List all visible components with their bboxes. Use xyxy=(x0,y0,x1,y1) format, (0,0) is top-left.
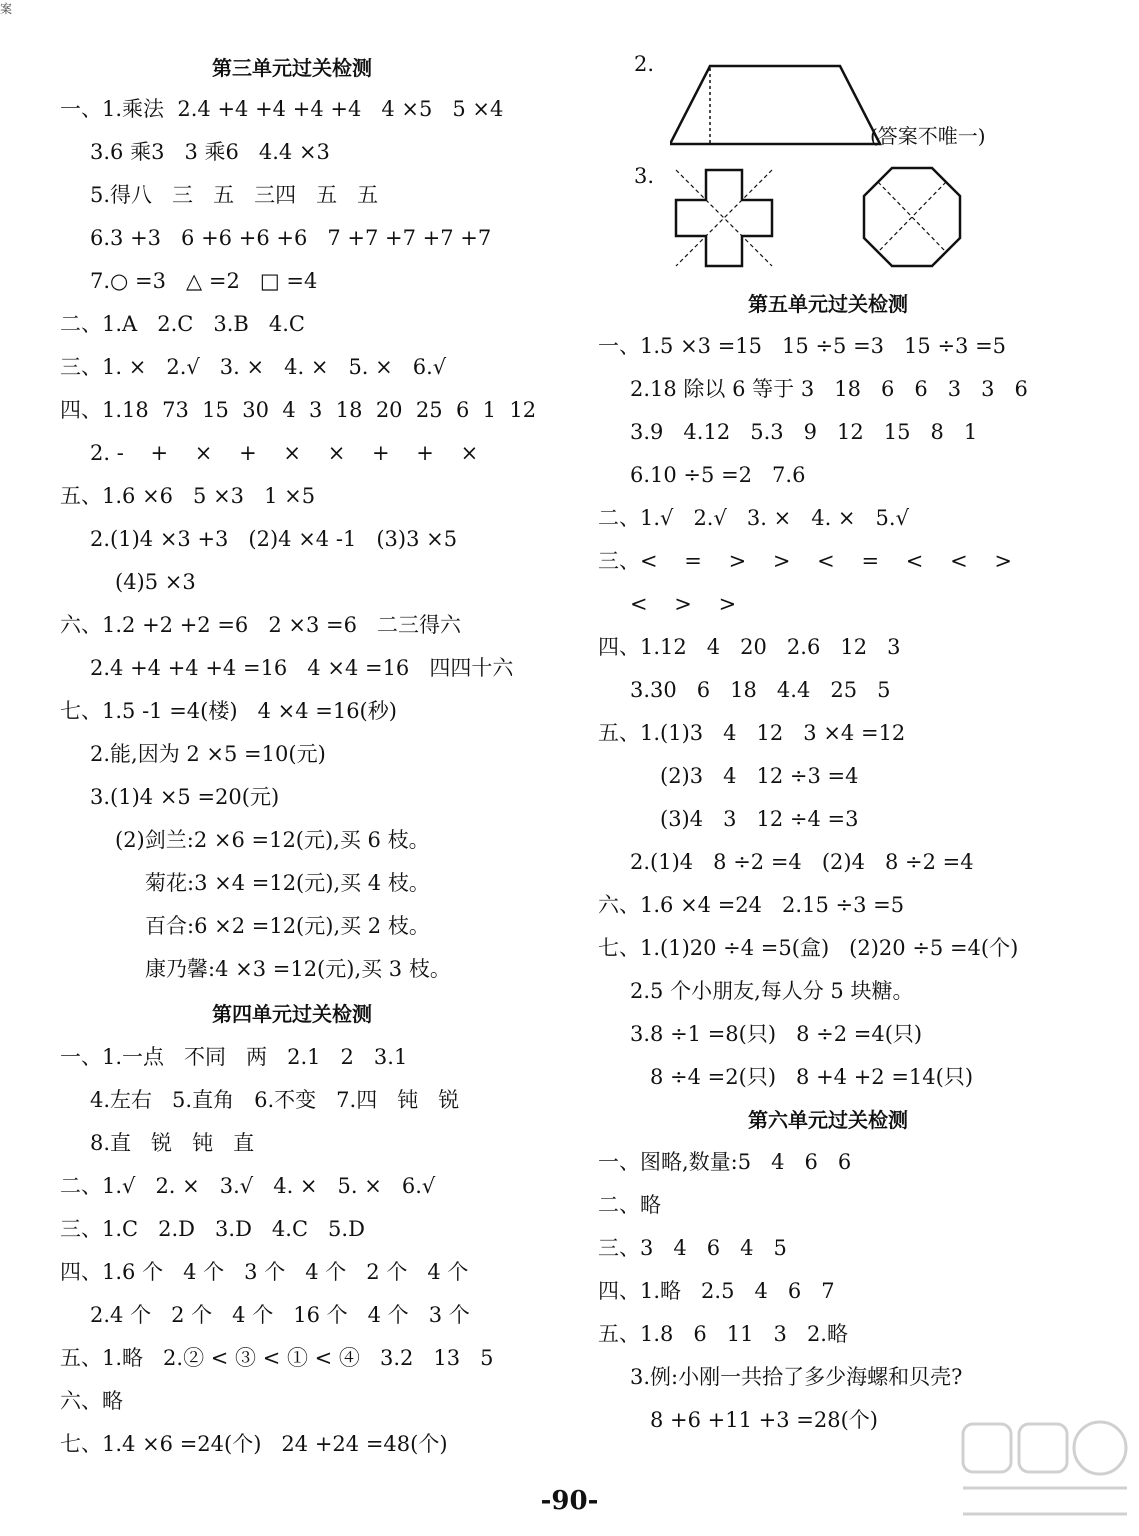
fig2-label: 2. xyxy=(634,52,655,76)
symmetry-figures xyxy=(674,166,1004,270)
answer-line: 2.(1)4 8 ÷2 =4 (2)4 8 ÷2 =4 xyxy=(630,850,974,874)
answer-line: 菊花:3 ×4 =12(元),买 4 枝。 xyxy=(145,871,430,895)
answer-line: 二、1.√ 2. × 3.√ 4. × 5. × 6.√ xyxy=(60,1174,436,1198)
answer-line: 3.9 4.12 5.3 9 12 15 8 1 xyxy=(630,420,978,444)
answer-line: (4)5 ×3 xyxy=(115,570,196,594)
answer-line: 七、1.4 ×6 =24(个) 24 +24 =48(个) xyxy=(60,1432,448,1456)
answer-line: 三、3 4 6 4 5 xyxy=(598,1236,787,1260)
watermark-logo xyxy=(955,1410,1135,1530)
cross-shape xyxy=(676,170,772,266)
unit5-title: 第五单元过关检测 xyxy=(748,292,908,316)
octagon-shape xyxy=(864,168,960,266)
answer-line: 2. - + × + × × + + × xyxy=(90,441,479,465)
answer-line: 2.5 个小朋友,每人分 5 块糖。 xyxy=(630,979,914,1003)
answer-line: 二、1.√ 2.√ 3. × 4. × 5.√ xyxy=(598,506,909,530)
answer-line: 8 +6 +11 +3 =28(个) xyxy=(650,1408,878,1432)
answer-line: 一、1.乘法 2.4 +4 +4 +4 +4 4 ×5 5 ×4 xyxy=(60,97,504,121)
unit6-title: 第六单元过关检测 xyxy=(748,1108,908,1132)
answer-line: 二、1.A 2.C 3.B 4.C xyxy=(60,312,305,336)
answer-line: 3.8 ÷1 =8(只) 8 ÷2 =4(只) xyxy=(630,1022,923,1046)
answer-line: < > > xyxy=(630,592,737,616)
corner-mark: 案 xyxy=(0,2,13,16)
unit3-title: 第三单元过关检测 xyxy=(212,56,372,80)
answer-line: 一、1.5 ×3 =15 15 ÷5 =3 15 ÷3 =5 xyxy=(598,334,1007,358)
answer-line: 五、1.6 ×6 5 ×3 1 ×5 xyxy=(60,484,316,508)
answer-line: 一、图略,数量:5 4 6 6 xyxy=(598,1150,852,1174)
answer-line: 六、1.6 ×4 =24 2.15 ÷3 =5 xyxy=(598,893,905,917)
answer-line: (3)4 3 12 ÷4 =3 xyxy=(660,807,859,831)
answer-line: 6.3 +3 6 +6 +6 +6 7 +7 +7 +7 +7 xyxy=(90,226,492,250)
answer-line: 三、1. × 2.√ 3. × 4. × 5. × 6.√ xyxy=(60,355,447,379)
answer-line: 7.○ =3 △ =2 □ =4 xyxy=(90,269,318,293)
answer-line: 3.30 6 18 4.4 25 5 xyxy=(630,678,891,702)
answer-line: 2.4 个 2 个 4 个 16 个 4 个 3 个 xyxy=(90,1303,470,1327)
answer-line: (2)3 4 12 ÷3 =4 xyxy=(660,764,859,788)
answer-line: 2.能,因为 2 ×5 =10(元) xyxy=(90,742,326,766)
answer-line: (2)剑兰:2 ×6 =12(元),买 6 枝。 xyxy=(115,828,430,852)
answer-line: 三、1.C 2.D 3.D 4.C 5.D xyxy=(60,1217,365,1241)
answer-line: 三、< = > > < = < < > xyxy=(598,549,1012,573)
answer-line: 3.(1)4 ×5 =20(元) xyxy=(90,785,280,809)
answer-line: 六、略 xyxy=(60,1389,123,1413)
answer-line: 四、1.略 2.5 4 6 7 xyxy=(598,1279,835,1303)
answer-line: 8.直 锐 钝 直 xyxy=(90,1131,255,1155)
answer-line: 2.(1)4 ×3 +3 (2)4 ×4 -1 (3)3 ×5 xyxy=(90,527,458,551)
answer-line: 五、1.(1)3 4 12 3 ×4 =12 xyxy=(598,721,906,745)
answer-line: 康乃馨:4 ×3 =12(元),买 3 枝。 xyxy=(145,957,451,981)
unit4-title: 第四单元过关检测 xyxy=(212,1002,372,1026)
answer-line: 6.10 ÷5 =2 7.6 xyxy=(630,463,806,487)
answer-line: 五、1.8 6 11 3 2.略 xyxy=(598,1322,848,1346)
answer-line: 二、略 xyxy=(598,1193,661,1217)
answer-line: 百合:6 ×2 =12(元),买 2 枝。 xyxy=(145,914,430,938)
answer-line: 8 ÷4 =2(只) 8 +4 +2 =14(只) xyxy=(650,1065,974,1089)
answer-line: 3.例:小刚一共拾了多少海螺和贝壳? xyxy=(630,1365,963,1389)
page-number: -90- xyxy=(540,1486,599,1516)
answer-line: 一、1.一点 不同 两 2.1 2 3.1 xyxy=(60,1045,408,1069)
answer-line: 5.得八 三 五 三四 五 五 xyxy=(90,183,379,207)
answer-line: 五、1.略 2.② < ③ < ① < ④ 3.2 13 5 xyxy=(60,1346,494,1370)
fig3-label: 3. xyxy=(634,164,655,188)
answer-line: 七、1.(1)20 ÷4 =5(盒) (2)20 ÷5 =4(个) xyxy=(598,936,1019,960)
answer-line: 七、1.5 -1 =4(楼) 4 ×4 =16(秒) xyxy=(60,699,397,723)
answer-line: 4.左右 5.直角 6.不变 7.四 钝 锐 xyxy=(90,1088,460,1112)
answer-line: 四、1.18 73 15 30 4 3 18 20 25 6 1 12 xyxy=(60,398,537,422)
answer-line: 六、1.2 +2 +2 =6 2 ×3 =6 二三得六 xyxy=(60,613,461,637)
answer-line: 3.6 乘3 3 乘6 4.4 ×3 xyxy=(90,140,330,164)
answer-line: 2.18 除以 6 等于 3 18 6 6 3 3 6 xyxy=(630,377,1028,401)
fig2-note: (答案不唯一) xyxy=(870,124,986,148)
answer-line: 四、1.12 4 20 2.6 12 3 xyxy=(598,635,901,659)
answer-line: 四、1.6 个 4 个 3 个 4 个 2 个 4 个 xyxy=(60,1260,469,1284)
answer-line: 2.4 +4 +4 +4 =16 4 ×4 =16 四四十六 xyxy=(90,656,514,680)
